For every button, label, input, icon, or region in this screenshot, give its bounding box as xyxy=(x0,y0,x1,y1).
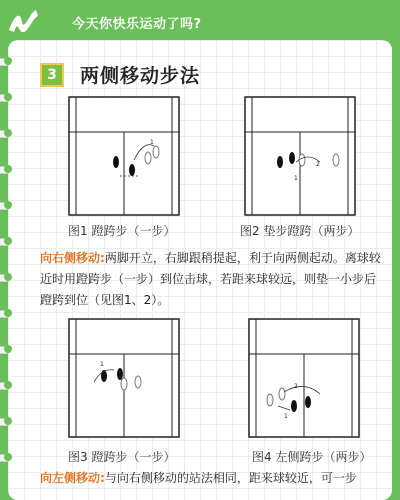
paragraph-text: 与向右侧移动的站法相同，距来球较近，可一步 xyxy=(104,471,357,485)
figure-caption-2: 图2 垫步蹬跨（两步） xyxy=(240,224,360,238)
binder-ring xyxy=(0,306,10,320)
step-label: 1 xyxy=(294,175,298,182)
court-diagram-1 xyxy=(68,96,180,216)
section-title: 两侧移动步法 xyxy=(80,65,201,87)
binder-ring xyxy=(0,234,10,248)
binder-ring xyxy=(0,162,10,176)
figure-caption-1: 图1 蹬跨步（一步） xyxy=(68,224,176,238)
paragraph-text: 两脚开立，右脚跟稍提起，利于向两侧起动。离球较近时用蹬跨步（一步）到位击球，若距来球较远，则垫一小步后蹬跨到位（见图1、2）。 xyxy=(40,251,381,307)
figure-caption-4: 图4 左侧跨步（两步） xyxy=(252,450,372,464)
binder-ring xyxy=(0,450,10,464)
step-label: 2 xyxy=(316,161,320,168)
court-diagram-3 xyxy=(68,318,180,438)
header-title: 今天你快乐运动了吗? xyxy=(72,17,202,32)
binder-ring xyxy=(0,126,10,140)
binder-ring xyxy=(0,414,10,428)
step-label: 1 xyxy=(100,361,104,368)
step-label: 1 xyxy=(284,413,288,420)
binder-ring xyxy=(0,54,10,68)
binder-ring xyxy=(0,342,10,356)
paragraph-right-move xyxy=(40,248,386,311)
step-label: 1 xyxy=(150,139,154,146)
binder-ring xyxy=(0,90,10,104)
brand-swoosh-logo xyxy=(6,6,50,36)
court-diagram-4 xyxy=(248,318,360,438)
paragraph-highlight: 向右侧移动: xyxy=(40,251,105,265)
binder-ring xyxy=(0,198,10,212)
binder-ring xyxy=(0,270,10,284)
step-label: 2 xyxy=(294,383,298,390)
paragraph-highlight: 向左侧移动: xyxy=(40,471,105,485)
binder-ring xyxy=(0,378,10,392)
figure-caption-3: 图3 蹬跨步（一步） xyxy=(68,450,176,464)
top-bar xyxy=(0,0,400,40)
section-number-badge: 3 xyxy=(40,63,64,87)
court-diagram-2 xyxy=(244,96,356,216)
